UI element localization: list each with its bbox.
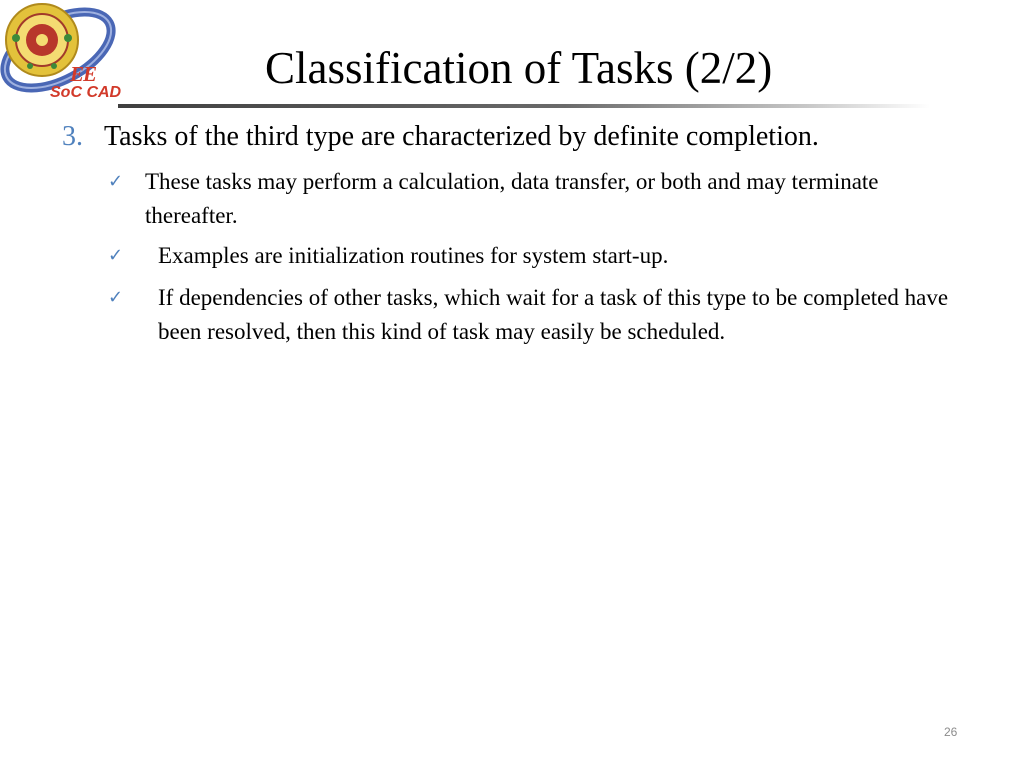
list-item-text: Tasks of the third type are characterized by definite completion. (104, 121, 819, 152)
slide-number: 26 (944, 725, 958, 739)
checkmark-bullet-icon: ✓ (108, 287, 124, 308)
sub-list-item-text: If dependencies of other tasks, which wait for a task of this type to be completed have been resolved, then this kind of task may easily be scheduled. (158, 285, 949, 344)
university-logo (0, 0, 128, 108)
checkmark-bullet-icon: ✓ (108, 171, 124, 192)
sub-list-item-text: These tasks may perform a calculation, data transfer, or both and may terminate thereafter. (145, 169, 879, 228)
slide-title: Classification of Tasks (2/2) (265, 43, 773, 93)
title-divider (118, 104, 930, 108)
sub-list-item-text: Examples are initialization routines for system start-up. (158, 243, 669, 268)
logo-soc-cad-text: SoC CAD (50, 84, 122, 101)
logo-ee-text: EE (70, 62, 97, 86)
list-number: 3. (62, 121, 83, 152)
checkmark-bullet-icon: ✓ (108, 245, 124, 266)
